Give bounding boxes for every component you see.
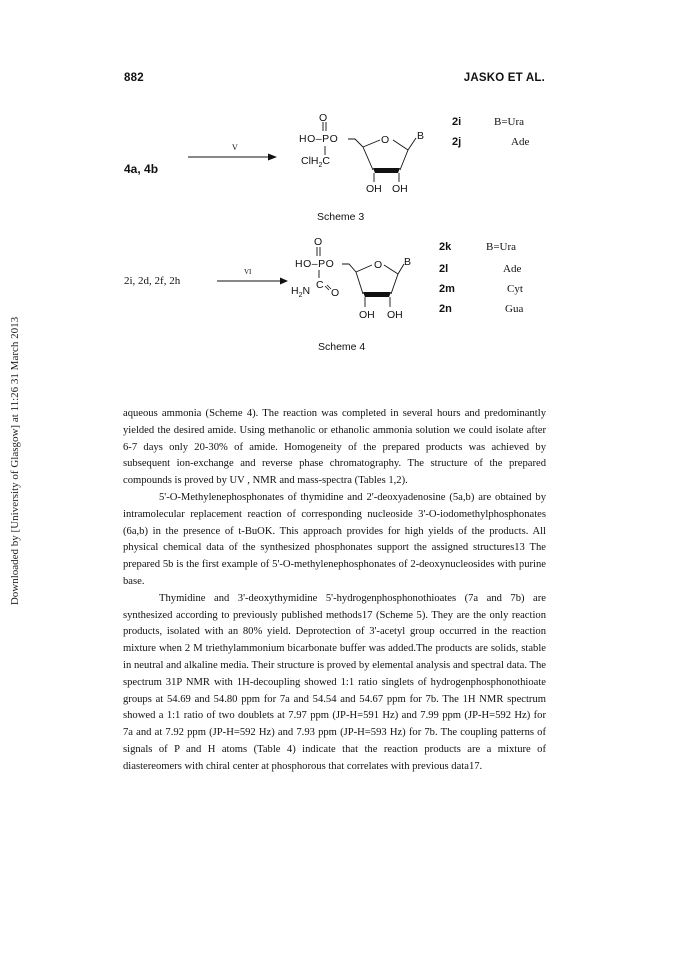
scheme4-oh1: OH — [359, 309, 375, 321]
paragraph-3: Thymidine and 3'-deoxythymidine 5'-hydrogenphosphonothioates (7a and 7b) are synthesized according to previously published methods17 (Scheme 5). They are the only reaction products, isolated with an 80% yield. Deprotection of 3'-acetyl group occurred in the reaction mixture when 2 M triethylammonium bicarbonate buffer was added.The products are solids, stable in neutral and alkaline media. Their structure is proved by elemental analysis and spectral data. The spectrum 31P NMR with 1H-decoupling showed 1:1 ratio singlets of hydrogenphosphonothioate groups at 54.69 and 54.80 ppm for 7a and 54.54 and 54.67 ppm for 7b. The 1H NMR spectrum showed a 1:1 ratio of two doublets at 7.97 ppm (JP-H=591 Hz) and 7.99 ppm (JP-H=592 Hz) for 7a and at 7.92 ppm (JP-H=592 Hz) and 7.93 ppm (JP-H=593 Hz) for 7b. The coupling patterns of signals of P and H atoms (Table 4) indicate that the reaction products are a mixture of diastereomers with chiral center at phosphorous that correlates with previous data17. — [123, 592, 546, 772]
scheme3-caption: Scheme 3 — [317, 211, 365, 223]
body-text — [123, 406, 546, 776]
paragraph-1: aqueous ammonia (Scheme 4). The reaction was completed in several hours and predominantly yielded the desired amide. Using methanolic or ethanolic ammonia solution we could isolate after 6-7 days only 20-30% of amide. Homogeneity of the prepared products was achieved by subsequent ion-exchange and reverse phase chromatography. The structure of the prepared compounds is proved by UV , NMR and mass-spectra (Tables 1,2). — [123, 408, 546, 487]
download-notice: Downloaded by [University of Glasgow] at 11:26 31 March 2013 — [9, 316, 21, 606]
scheme4-ring-o: O — [374, 259, 383, 271]
scheme4-c: C — [316, 279, 324, 291]
scheme3-reagent: V — [232, 143, 238, 152]
scheme3-arrow — [188, 152, 278, 162]
scheme4-caption: Scheme 4 — [318, 341, 366, 353]
scheme4-o-carb: O — [331, 287, 340, 299]
scheme4-h2n: $H_2N$ — [291, 285, 311, 300]
scheme3-o-top: O — [319, 112, 328, 124]
scheme3-cmpd-1-id: 2i — [452, 116, 462, 128]
scheme3-b: B — [417, 130, 425, 142]
scheme4-cmpd-1-base: B=Ura — [486, 241, 517, 253]
page-number: 882 — [124, 72, 144, 84]
scheme4-cmpd-2-base: Ade — [503, 263, 522, 275]
scheme4-cmpd-4-base: Gua — [505, 303, 524, 315]
scheme4-b: B — [404, 256, 412, 268]
paragraph-2: 5'-O-Methylenephosphonates of thymidine and 2'-deoxyadenosine (5a,b) are obtained by intramolecular replacement reaction of corresponding nucleoside 3'-O-iodomethylphosphonates (6a,b) in the presence of t-BuOK. This approach provides for high yields of the products. All physical chemical data of the synthesized phosphonates support the assigned structures13 The prepared 5b is the first example of 5'-O-methylenephosphonates of 2-deoxynucleosides with purine base. — [123, 491, 546, 587]
scheme4-cmpd-4-id: 2n — [439, 303, 452, 315]
scheme3-cmpd-1-base: B=Ura — [494, 116, 525, 128]
scheme3-ring — [300, 110, 430, 200]
scheme4-cmpd-3-base: Cyt — [507, 283, 523, 295]
scheme3-oh2: OH — [392, 183, 408, 195]
scheme4-oh2: OH — [387, 309, 403, 321]
scheme4-reactant: 2i, 2d, 2f, 2h — [124, 275, 181, 287]
scheme3-ho-po: HO–PO — [299, 133, 339, 145]
scheme4-ho-po: HO–PO — [295, 258, 335, 270]
scheme4-cmpd-2-id: 2l — [439, 263, 449, 275]
scheme3-ring-o: O — [381, 134, 390, 146]
scheme3-reactant: 4a, 4b — [124, 162, 159, 176]
scheme4-cmpd-3-id: 2m — [439, 283, 455, 295]
scheme4-o-top: O — [314, 236, 323, 248]
scheme3-clh2c: ClH$_2$C — [301, 155, 330, 170]
running-head: JASKO ET AL. — [463, 72, 545, 84]
scheme4-arrow — [217, 276, 289, 286]
scheme4-cmpd-1-id: 2k — [439, 241, 452, 253]
scheme4-reagent: VI — [244, 268, 252, 276]
scheme3-oh1: OH — [366, 183, 382, 195]
scheme3-cmpd-2-id: 2j — [452, 136, 462, 148]
scheme3-cmpd-2-base: Ade — [511, 136, 530, 148]
